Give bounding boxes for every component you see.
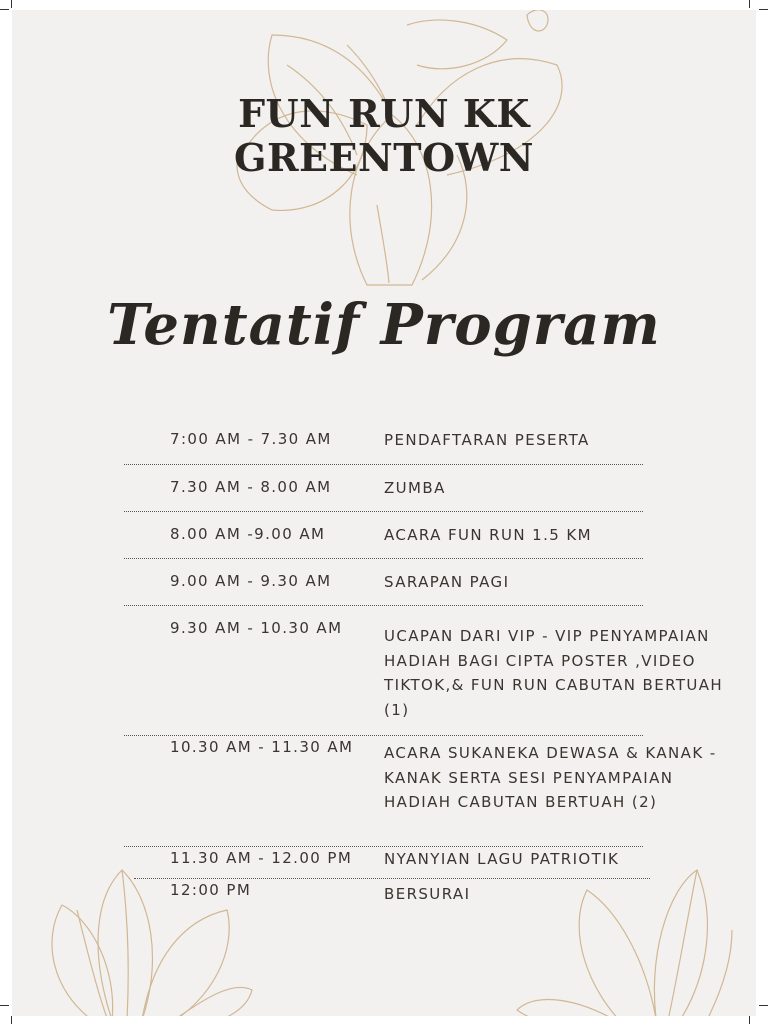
schedule-time: 10.30 AM - 11.30 AM — [170, 738, 354, 756]
magnolia-flower-icon — [32, 850, 262, 1016]
schedule-activity: BERSURAI — [384, 885, 471, 903]
schedule-activity: SARAPAN PAGI — [384, 573, 510, 591]
schedule-activity: ACARA SUKANEKA DEWASA & KANAK - KANAK SERTA SESI PENYAMPAIAN HADIAH CABUTAN BERTUAH (2) — [384, 744, 717, 811]
schedule-time: 9.30 AM - 10.30 AM — [170, 619, 343, 637]
schedule-time: 9.00 AM - 9.30 AM — [170, 572, 332, 590]
schedule-activity: PENDAFTARAN PESERTA — [384, 431, 590, 449]
crop-mark — [759, 1005, 768, 1006]
crop-mark — [11, 1016, 12, 1024]
program-heading: Tentatif Program — [107, 292, 661, 358]
schedule-time: 7:00 AM - 7.30 AM — [170, 430, 332, 448]
dotted-divider — [124, 558, 643, 559]
event-title-line-1: FUN RUN KK — [238, 91, 530, 136]
schedule-activity: NYANYIAN LAGU PATRIOTIK — [384, 850, 620, 868]
dotted-divider — [124, 605, 643, 606]
schedule-time: 12:00 PM — [170, 881, 252, 899]
schedule-time: 7.30 AM - 8.00 AM — [170, 478, 332, 496]
schedule-time: 8.00 AM -9.00 AM — [170, 525, 326, 543]
crop-mark — [749, 1016, 750, 1024]
crop-mark — [749, 0, 750, 8]
schedule-activity: ACARA FUN RUN 1.5 KM — [384, 526, 592, 544]
crop-mark — [0, 1005, 9, 1006]
crop-mark — [11, 0, 12, 8]
crop-mark — [0, 9, 9, 10]
event-title-line-2: GREENTOWN — [234, 135, 534, 180]
crop-mark — [759, 9, 768, 10]
schedule-activity: UCAPAN DARI VIP - VIP PENYAMPAIAN HADIAH BAGI CIPTA POSTER ,VIDEO TIKTOK,& FUN RUN CABUTAN BERTUAH (1) — [384, 627, 724, 719]
dotted-divider — [124, 464, 643, 465]
schedule-activity: ZUMBA — [384, 479, 446, 497]
dotted-divider — [134, 878, 650, 879]
dotted-divider — [124, 735, 643, 736]
dotted-divider — [124, 511, 643, 512]
schedule-time: 11.30 AM - 12.00 PM — [170, 849, 353, 867]
